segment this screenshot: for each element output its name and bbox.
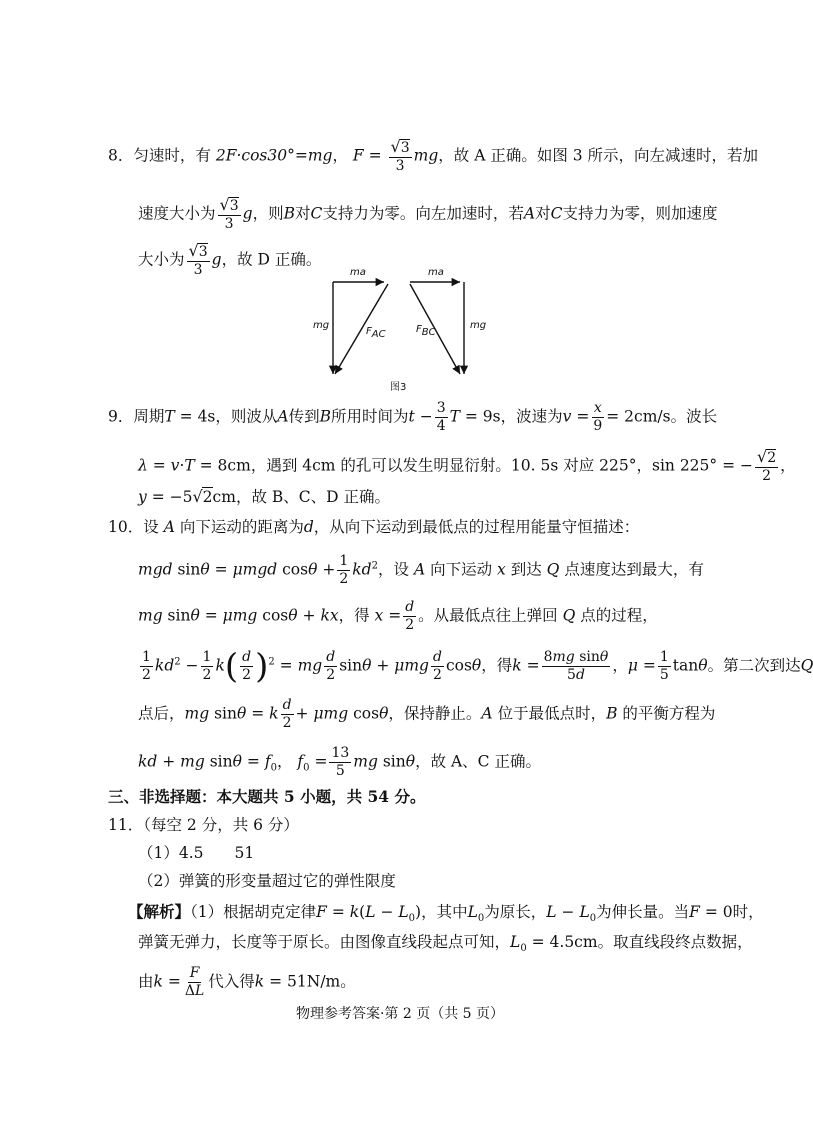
q10-number: 10． (108, 518, 144, 536)
right-mg-label: mg (470, 320, 487, 331)
right-fbc-label: $F_{BC}$ (416, 324, 436, 338)
fraction: $\frac{d}{2}$ (405, 599, 415, 633)
formula: 2F·cos30°=mg (215, 146, 333, 165)
q11-analysis-line-3: 由k = $\frac{F}{\Delta L}$ 代入得k = 51N/m。 (138, 965, 356, 999)
fraction: $\frac{d}{2}$ (432, 649, 442, 683)
q8-line-1: 8．匀速时，有 2F·cos30°=mg， F = $\frac{√3}{3}$ mg，故 A 正确。如图 3 所示，向左减速时，若加 (108, 137, 759, 174)
figure-3 (300, 268, 500, 394)
left-mg-label: mg (313, 320, 330, 331)
q11-analysis-line-1: 【解析】（1）根据胡克定律$F = k(L - L_0)$，其中$L_0$为原长，$L - L_0$为伸长量。当F = 0时， (128, 902, 764, 925)
q8-line-3: 大小为 $\frac{√3}{3}$ g，故 D 正确。 (138, 241, 322, 278)
section-3-heading: 三、非选择题：本大题共 5 小题，共 54 分。 (108, 787, 426, 806)
fraction: $\frac{√3}{3}$ (219, 195, 239, 232)
fraction: $\frac{1}{5}$ (659, 649, 669, 683)
fraction: $\frac{\text{8mg sinθ}}{5d}$ (543, 649, 609, 683)
fraction: $\frac{1}{2}$ (142, 649, 151, 683)
fraction: $\frac{√2}{2}$ (757, 447, 777, 484)
q8-line-2: 速度大小为 $\frac{√3}{3}$ g，则B对C支持力为零。向左加速时，若A对C支持力为零，则加速度 (138, 195, 718, 232)
fraction: $\frac{1}{2}$ (202, 649, 212, 683)
q10-line-4: $\frac{1}{2}$ $kd^2$ − $\frac{1}{2}$ k( $\frac{d}{2}$ )$^2$ = mg $\frac{d}{2}$ sinθ + μmg $\frac{d}{2}$ cosθ，得k = $\frac{\text{8mg sinθ}}{5d}$ ，μ = $\frac{1}{5}$ tanθ。第二次到达Q (142, 646, 813, 687)
q10-line-6: kd + mg $\sin\theta = f_0$， $f_0$ = $\frac{13}{5}$ mg sinθ，故 A、C 正确。 (138, 745, 541, 779)
q9-line-2: λ = v·T = 8cm，遇到 4cm 的孔可以发生明显衍射。10. 5s 对应 225°，sin 225° = − $\frac{√2}{2}$ ， (138, 447, 796, 484)
fraction: $\frac{d}{2}$ (282, 697, 292, 731)
formula: F = (352, 146, 382, 165)
q11-answer-2: （2）弹簧的形变量超过它的弹性限度 (138, 872, 396, 890)
fraction: $\frac{√3}{3}$ (390, 137, 410, 174)
figure-caption: 图3 (390, 382, 407, 393)
q10-line-2: mgd sinθ = μmgd cosθ + $\frac{1}{2}$ $kd^2$，设 A 向下运动 x 到达 Q 点速度达到最大，有 (138, 553, 704, 587)
q9-line-3: y = −5√2cm，故 B、C、D 正确。 (138, 487, 390, 506)
fraction: $\frac{d}{2}$ (326, 649, 336, 683)
q10-line-5: 点后，mg sinθ = k $\frac{d}{2}$ + μmg cosθ，保持静止。A 位于最低点时，B 的平衡方程为 (138, 697, 716, 731)
q10-line-3: mg sinθ = μmg cosθ + kx，得 x = $\frac{d}{2}$ 。从最低点往上弹回 Q 点的过程， (138, 599, 658, 633)
page-footer: 物理参考答案·第 2 页（共 5 页） (295, 1006, 505, 1022)
q8-number: 8． (108, 146, 134, 165)
q11-answer-1: （1）4.5 51 (138, 844, 255, 862)
fraction: $\frac{d}{2}$ (242, 649, 252, 683)
left-ma-label: ma (350, 267, 366, 278)
q11-analysis-line-2: 弹簧无弹力，长度等于原长。由图像直线段起点可知，$L_0 = 4.5cm$。取直线段终点数据， (138, 933, 753, 955)
fraction: $\frac{3}{4}$ (436, 400, 446, 434)
fraction: $\frac{√3}{3}$ (188, 241, 208, 278)
fraction: $\frac{1}{2}$ (339, 553, 349, 587)
left-fac-label: $F_{AC}$ (366, 326, 386, 340)
right-ma-label: ma (428, 267, 444, 278)
fraction: $\frac{x}{9}$ (593, 400, 603, 434)
fraction: $\frac{13}{5}$ (331, 745, 350, 779)
q11-title: 11．（每空 2 分，共 6 分） (108, 816, 299, 834)
q10-line-1: 10．设 A 向下运动的距离为d，从向下运动到最低点的过程用能量守恒描述： (108, 518, 640, 536)
q9-line-1: 9．周期T = 4s，则波从A传到B所用时间为t − $\frac{3}{4}$ T = 9s，波速为v = $\frac{x}{9}$ = 2cm/s。波长 (108, 400, 718, 434)
fraction: $\frac{F}{\Delta L}$ (184, 965, 205, 999)
q9-number: 9． (108, 407, 134, 426)
analysis-label: 【解析】 (128, 902, 191, 921)
